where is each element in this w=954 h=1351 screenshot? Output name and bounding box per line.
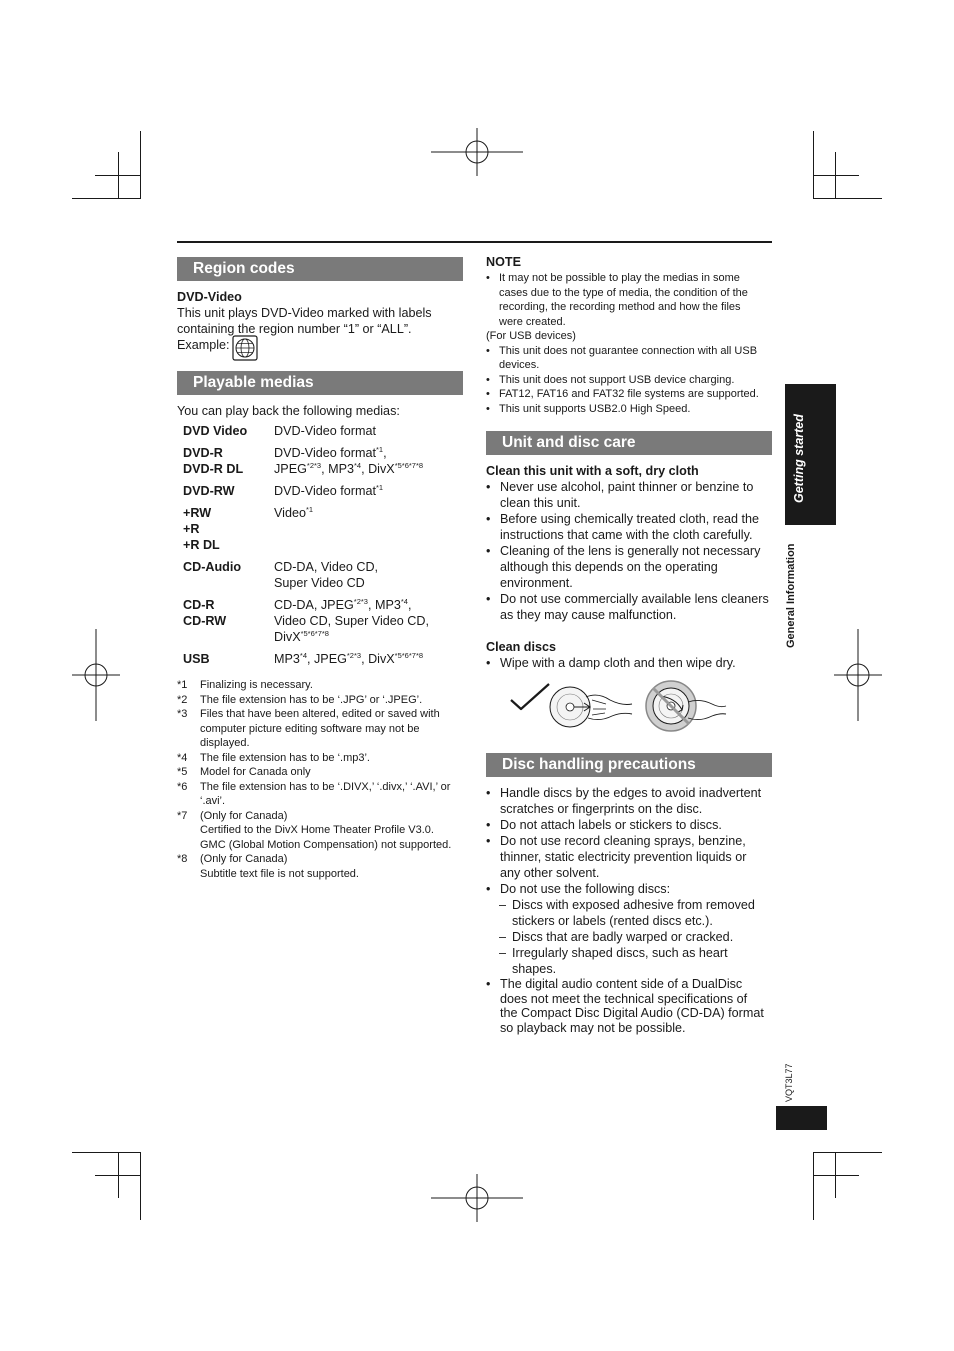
format-line: Video$^{*1}$ (274, 505, 314, 520)
sub-list-item: – Discs with exposed adhesive from removed stickers or labels (rented discs etc.). (486, 897, 776, 929)
table-row (183, 477, 463, 499)
list-item: • Do not use record cleaning sprays, benzine, thinner, static electricity prevention liquids or any other solvent. (486, 833, 776, 881)
table-row (183, 553, 463, 591)
media-type: +RW +R +R DL (183, 506, 220, 552)
media-type: DVD-R DVD-R DL (183, 446, 244, 476)
list-item: • Do not use commercially available lens cleaners as they may cause malfunction. (486, 591, 776, 623)
format-line: MP3$^{*4}$, $JPEG^{*2*3}$, DivX$^{*5*6*7*8}$ (274, 651, 424, 666)
note-block (486, 254, 776, 416)
crop-mark (140, 1152, 141, 1220)
check-mark-icon (509, 682, 551, 712)
doc-code: VQT3L77 (784, 1063, 794, 1102)
list-item: • FAT12, FAT16 and FAT32 file systems are supported. (486, 387, 776, 402)
table-row (183, 591, 463, 645)
handling-body (486, 785, 776, 1036)
section-heading-region-codes: Region codes (177, 257, 463, 281)
footnote: *1 Finalizing is necessary. (177, 679, 313, 691)
footnote: *4 The file extension has to be ‘.mp3’. (177, 751, 370, 764)
media-type: CD-R CD-RW (183, 598, 227, 628)
media-type: DVD Video (183, 424, 248, 438)
format-line: DVD-Video format$^{*1}$, (274, 445, 387, 460)
crop-mark (813, 1152, 882, 1153)
region-example (177, 337, 463, 353)
sub-list-item: – Discs that are badly warped or cracked. (486, 929, 776, 945)
format-line: DivX$^{*5*6*7*8}$ (274, 629, 329, 644)
subheading-dvd-video: DVD-Video (177, 290, 242, 304)
media-format: DVD-Video format (274, 424, 376, 438)
crop-mark (95, 175, 141, 176)
region-text-line: containing the region number “1” or “ALL”. (177, 322, 412, 336)
footnote: *2 The file extension has to be ‘.JPG’ or ‘.JPEG’. (177, 693, 423, 706)
footnote: *8 (Only for Canada) Subtitle text file is not supported. (177, 853, 359, 880)
section-heading-playable-medias: Playable medias (177, 371, 463, 395)
table-row (183, 499, 463, 553)
media-type: USB (183, 652, 210, 666)
media-format: CD-DA, Video CD, Super Video CD (274, 560, 379, 590)
media-format (274, 439, 463, 477)
care-subheading: Clean this unit with a soft, dry cloth (486, 464, 699, 478)
list-item: • The digital audio content side of a DualDisc does not meet the technical specifications of the Compact Disc Digital Audio (CD-DA) format so playback may not be possible. (486, 977, 776, 1036)
side-tab-label: Getting started (792, 414, 806, 503)
table-row (183, 423, 463, 439)
footnote: *7 (Only for Canada) Certified to the DivX Home Theater Profile V3.0. GMC (Global Motion Compensation) not supported. (177, 809, 452, 851)
list-item: • Handle discs by the edges to avoid inadvertent scratches or fingerprints on the disc. (486, 785, 776, 817)
disc-wipe-correct-illustration (548, 682, 634, 732)
region-text-line: This unit plays DVD-Video marked with labels (177, 306, 432, 320)
media-format: CD-DA, $JPEG^{*2*3}$, MP3$^{*4}$, Video CD, Super Video CD, DivX$^{*5*6*7*8}$ (274, 591, 463, 645)
region-codes-body (177, 289, 463, 353)
registration-mark-top (431, 128, 523, 176)
media-format (274, 645, 463, 667)
note-title: NOTE (486, 255, 521, 269)
crop-mark (813, 198, 882, 199)
format-line: DVD-Video format$^{*1}$ (274, 483, 384, 498)
media-type: CD-Audio (183, 560, 242, 574)
media-format (274, 499, 463, 553)
list-item: • Never use alcohol, paint thinner or benzine to clean this unit. (486, 479, 776, 511)
crop-mark (813, 1152, 814, 1220)
registration-mark-right (834, 629, 882, 721)
crop-mark (813, 131, 814, 199)
care-body (486, 463, 776, 671)
sub-list-item: – Irregularly shaped discs, such as heart shapes. (486, 945, 776, 977)
list-item: • This unit does not guarantee connection with all USB devices. (486, 344, 776, 373)
crop-mark (72, 1152, 141, 1153)
crop-mark (95, 1175, 141, 1176)
section-heading-disc-handling: Disc handling precautions (486, 753, 772, 777)
crop-mark (813, 175, 859, 176)
list-item: • Cleaning of the lens is generally not necessary although this depends on the operating environment. (486, 543, 776, 591)
list-item: • Wipe with a damp cloth and then wipe dry. (486, 655, 776, 671)
crop-mark (813, 1175, 859, 1176)
list-item: • This unit does not support USB device charging. (486, 373, 776, 388)
list-item: • Do not attach labels or stickers to discs. (486, 817, 776, 833)
list-item: • Before using chemically treated cloth, read the instructions that came with the cloth carefully. (486, 511, 776, 543)
playable-intro: You can play back the following medias: (177, 404, 400, 418)
prohibited-icon (642, 678, 728, 734)
globe-region-icon (232, 335, 258, 361)
footnote: *3 Files that have been altered, edited or saved with computer picture editing software may not be displayed. (177, 708, 440, 749)
table-row (183, 439, 463, 477)
format-line: $JPEG^{*2*3}$, MP3$^{*4}$, DivX$^{*5*6*7*8}$ (274, 461, 424, 476)
registration-mark-bottom (431, 1174, 523, 1222)
crop-mark (140, 131, 141, 199)
page-number-box (776, 1106, 827, 1130)
media-table (183, 423, 463, 667)
footnotes (177, 678, 467, 881)
footnote: *5 Model for Canada only (177, 766, 311, 778)
footnote: *6 The file extension has to be ‘.DIVX,’ ‘.divx,’ ‘.AVI,’ or ‘.avi’. (177, 780, 451, 807)
format-line: CD-DA, $JPEG^{*2*3}$, MP3$^{*4}$, (274, 597, 412, 612)
registration-mark-left (72, 629, 120, 721)
media-type: DVD-RW (183, 484, 235, 498)
list-item: • Do not use the following discs: (486, 881, 776, 897)
usb-label: (For USB devices) (486, 330, 576, 342)
side-section-label: General Information (785, 543, 797, 648)
media-format (274, 477, 463, 499)
list-item: • It may not be possible to play the medias in some cases due to the type of media, the condition of the recording, the recording method and how the files were created. (486, 271, 776, 329)
section-heading-unit-disc-care: Unit and disc care (486, 431, 772, 455)
crop-mark (72, 198, 141, 199)
example-label: Example: (177, 338, 230, 352)
care-subheading: Clean discs (486, 640, 556, 654)
table-row (183, 645, 463, 667)
top-rule (177, 241, 772, 243)
list-item: • This unit supports USB2.0 High Speed. (486, 402, 776, 417)
